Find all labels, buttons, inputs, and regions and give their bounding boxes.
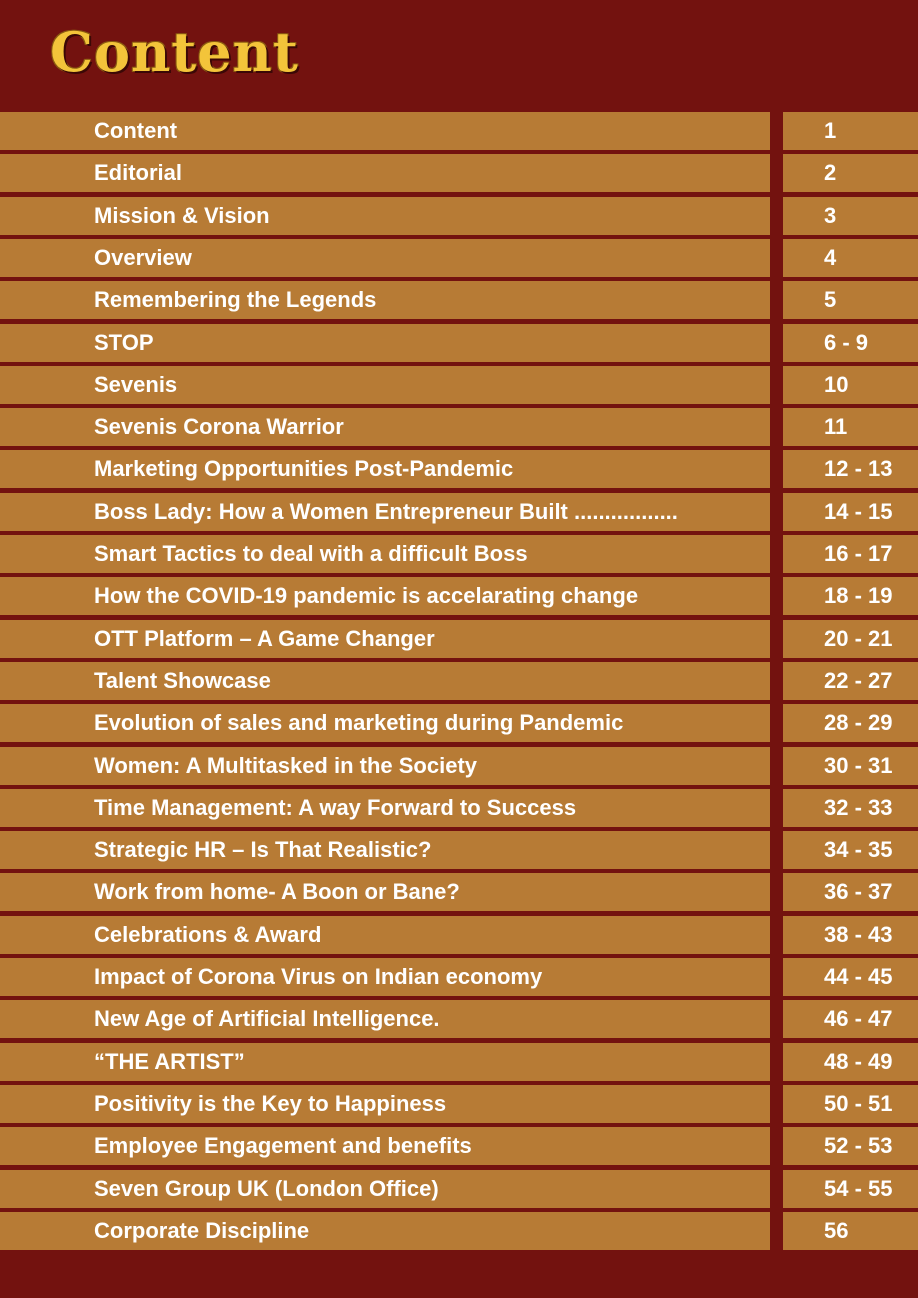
- toc-title-cell: [0, 831, 770, 869]
- toc-title-cell: [0, 324, 770, 362]
- toc-entry[interactable]: [0, 1170, 918, 1208]
- toc-entry-page: 14 - 15: [824, 499, 893, 524]
- toc-entry-page: 36 - 37: [824, 879, 893, 904]
- toc-title-cell: [0, 1127, 770, 1165]
- toc-entry-page: 48 - 49: [824, 1049, 893, 1074]
- toc-page-cell: [783, 1043, 918, 1081]
- toc-entry-title: Positivity is the Key to Happiness: [94, 1091, 447, 1116]
- toc-entry[interactable]: [0, 197, 918, 235]
- toc-page-cell: [783, 154, 918, 192]
- toc-page-cell: [783, 1127, 918, 1165]
- toc-page-cell: [783, 662, 918, 700]
- toc-entry-page: 20 - 21: [824, 626, 893, 651]
- toc-title-cell: [0, 873, 770, 911]
- toc-entry[interactable]: [0, 1043, 918, 1081]
- toc-title-cell: [0, 620, 770, 658]
- toc-entry[interactable]: [0, 154, 918, 192]
- toc-entry-page: 5: [824, 287, 837, 312]
- toc-entry[interactable]: [0, 408, 918, 446]
- toc-page-cell: [783, 197, 918, 235]
- toc-page-cell: [783, 493, 918, 531]
- toc-entry-title: Strategic HR – Is That Realistic?: [94, 837, 432, 862]
- toc-title-cell: [0, 239, 770, 277]
- toc-title-cell: [0, 154, 770, 192]
- toc-entry-page: 3: [824, 203, 837, 228]
- toc-entry[interactable]: [0, 662, 918, 700]
- toc-entry-title: “THE ARTIST”: [94, 1049, 245, 1074]
- toc-page-cell: [783, 324, 918, 362]
- toc-title-cell: [0, 281, 770, 319]
- toc-page-cell: [783, 450, 918, 488]
- toc-title-cell: [0, 450, 770, 488]
- toc-entry-page: 52 - 53: [824, 1133, 893, 1158]
- toc-title-cell: [0, 1212, 770, 1250]
- toc-entry-page: 12 - 13: [824, 456, 893, 481]
- toc-title-cell: [0, 662, 770, 700]
- toc-page-cell: [783, 789, 918, 827]
- toc-page-cell: [783, 873, 918, 911]
- toc-entry-title: Remembering the Legends: [94, 287, 377, 312]
- toc-title-cell: [0, 493, 770, 531]
- toc-entry-title: How the COVID-19 pandemic is accelarating change: [94, 583, 639, 608]
- toc-entry-title: Celebrations & Award: [94, 922, 322, 947]
- toc-entry-page: 28 - 29: [824, 710, 893, 735]
- toc-entry-title: Work from home- A Boon or Bane?: [94, 879, 460, 904]
- toc-page-cell: [783, 1170, 918, 1208]
- toc-entry-title: Editorial: [94, 160, 183, 185]
- toc-entry[interactable]: [0, 535, 918, 573]
- toc-entry[interactable]: [0, 704, 918, 742]
- toc-title-cell: [0, 408, 770, 446]
- toc-entry[interactable]: [0, 493, 918, 531]
- toc-title-cell: [0, 535, 770, 573]
- toc-entry-title: Impact of Corona Virus on Indian economy: [94, 964, 543, 989]
- toc-entry-page: 18 - 19: [824, 583, 893, 608]
- toc-entry-page: 10: [824, 372, 849, 397]
- toc-entry[interactable]: [0, 577, 918, 615]
- toc-page-cell: [783, 577, 918, 615]
- toc-entry[interactable]: [0, 324, 918, 362]
- toc-entry-page: 46 - 47: [824, 1006, 893, 1031]
- toc-entry-page: 34 - 35: [824, 837, 893, 862]
- toc-entry-page: 11: [824, 414, 848, 439]
- toc-entry[interactable]: [0, 281, 918, 319]
- toc-entry-title: Evolution of sales and marketing during Pandemic: [94, 710, 624, 735]
- toc-entry-page: 32 - 33: [824, 795, 893, 820]
- toc-entry-page: 44 - 45: [824, 964, 893, 989]
- toc-page-cell: [783, 747, 918, 785]
- toc-entry-page: 54 - 55: [824, 1176, 893, 1201]
- toc-title-cell: [0, 916, 770, 954]
- toc-entry-title: Mission & Vision: [94, 203, 270, 228]
- toc-entry[interactable]: [0, 831, 918, 869]
- toc-entry[interactable]: [0, 1000, 918, 1038]
- toc-entry-title: Seven Group UK (London Office): [94, 1176, 439, 1201]
- toc-entry-title: Marketing Opportunities Post-Pandemic: [94, 456, 514, 481]
- toc-entry[interactable]: [0, 239, 918, 277]
- toc-entry-title: Content: [94, 118, 178, 143]
- toc-entry-page: 50 - 51: [824, 1091, 893, 1116]
- toc-page-cell: [783, 1212, 918, 1250]
- toc-entry-title: Employee Engagement and benefits: [94, 1133, 472, 1158]
- toc-entry-title: Sevenis: [94, 372, 178, 397]
- toc-page-cell: [783, 916, 918, 954]
- toc-title-cell: [0, 577, 770, 615]
- toc-page-cell: [783, 704, 918, 742]
- toc-entry-page: 2: [824, 160, 837, 185]
- toc-entry-title: Sevenis Corona Warrior: [94, 414, 344, 439]
- toc-entry-title: New Age of Artificial Intelligence.: [94, 1006, 440, 1031]
- toc-entry[interactable]: [0, 1127, 918, 1165]
- toc-page-cell: [783, 1085, 918, 1123]
- toc-entry-page: 22 - 27: [824, 668, 893, 693]
- toc-entry-title: Time Management: A way Forward to Success: [94, 795, 577, 820]
- toc-page-cell: [783, 620, 918, 658]
- toc-page-cell: [783, 958, 918, 996]
- toc-entry-page: 38 - 43: [824, 922, 893, 947]
- toc-page-cell: [783, 535, 918, 573]
- toc-entry[interactable]: [0, 958, 918, 996]
- toc-entry[interactable]: [0, 1212, 918, 1250]
- toc-page-cell: [783, 281, 918, 319]
- toc-entry-title: Corporate Discipline: [94, 1218, 310, 1243]
- toc-title-cell: [0, 1000, 770, 1038]
- toc-entry[interactable]: [0, 916, 918, 954]
- toc-title-cell: [0, 1043, 770, 1081]
- toc-page-cell: [783, 408, 918, 446]
- toc-entry[interactable]: [0, 789, 918, 827]
- toc-page-cell: [783, 831, 918, 869]
- toc-title-cell: [0, 958, 770, 996]
- toc-entry-page: 56: [824, 1218, 849, 1243]
- toc-entry-title: Boss Lady: How a Women Entrepreneur Built .................: [94, 499, 678, 524]
- toc-page-cell: [783, 1000, 918, 1038]
- toc-entry-title: Women: A Multitasked in the Society: [94, 753, 478, 778]
- toc-title-cell: [0, 1085, 770, 1123]
- toc-entry[interactable]: [0, 366, 918, 404]
- toc-entry-page: 4: [824, 245, 837, 270]
- toc-entry[interactable]: [0, 112, 918, 150]
- toc-title-cell: [0, 1170, 770, 1208]
- toc-title-cell: [0, 112, 770, 150]
- toc-page-cell: [783, 366, 918, 404]
- toc-entry[interactable]: [0, 873, 918, 911]
- toc-entry-page: 6 - 9: [824, 330, 869, 355]
- toc-title-cell: [0, 789, 770, 827]
- toc-entry-page: 16 - 17: [824, 541, 893, 566]
- toc-page-cell: [783, 112, 918, 150]
- toc-title-cell: [0, 366, 770, 404]
- toc-entry-title: Talent Showcase: [94, 668, 271, 693]
- toc-entry-title: Overview: [94, 245, 192, 270]
- toc-entry-page: 1: [824, 118, 837, 143]
- toc-title-cell: [0, 747, 770, 785]
- toc-entry[interactable]: [0, 747, 918, 785]
- toc-entry[interactable]: [0, 450, 918, 488]
- toc-entry-page: 30 - 31: [824, 753, 893, 778]
- toc-entry[interactable]: [0, 1085, 918, 1123]
- toc-entry[interactable]: [0, 620, 918, 658]
- toc-entry-title: OTT Platform – A Game Changer: [94, 626, 435, 651]
- toc-entry-title: STOP: [94, 330, 154, 355]
- toc-page-cell: [783, 239, 918, 277]
- toc-entry-title: Smart Tactics to deal with a difficult Boss: [94, 541, 528, 566]
- toc-title-cell: [0, 197, 770, 235]
- page-title: Content: [50, 20, 299, 84]
- toc-title-cell: [0, 704, 770, 742]
